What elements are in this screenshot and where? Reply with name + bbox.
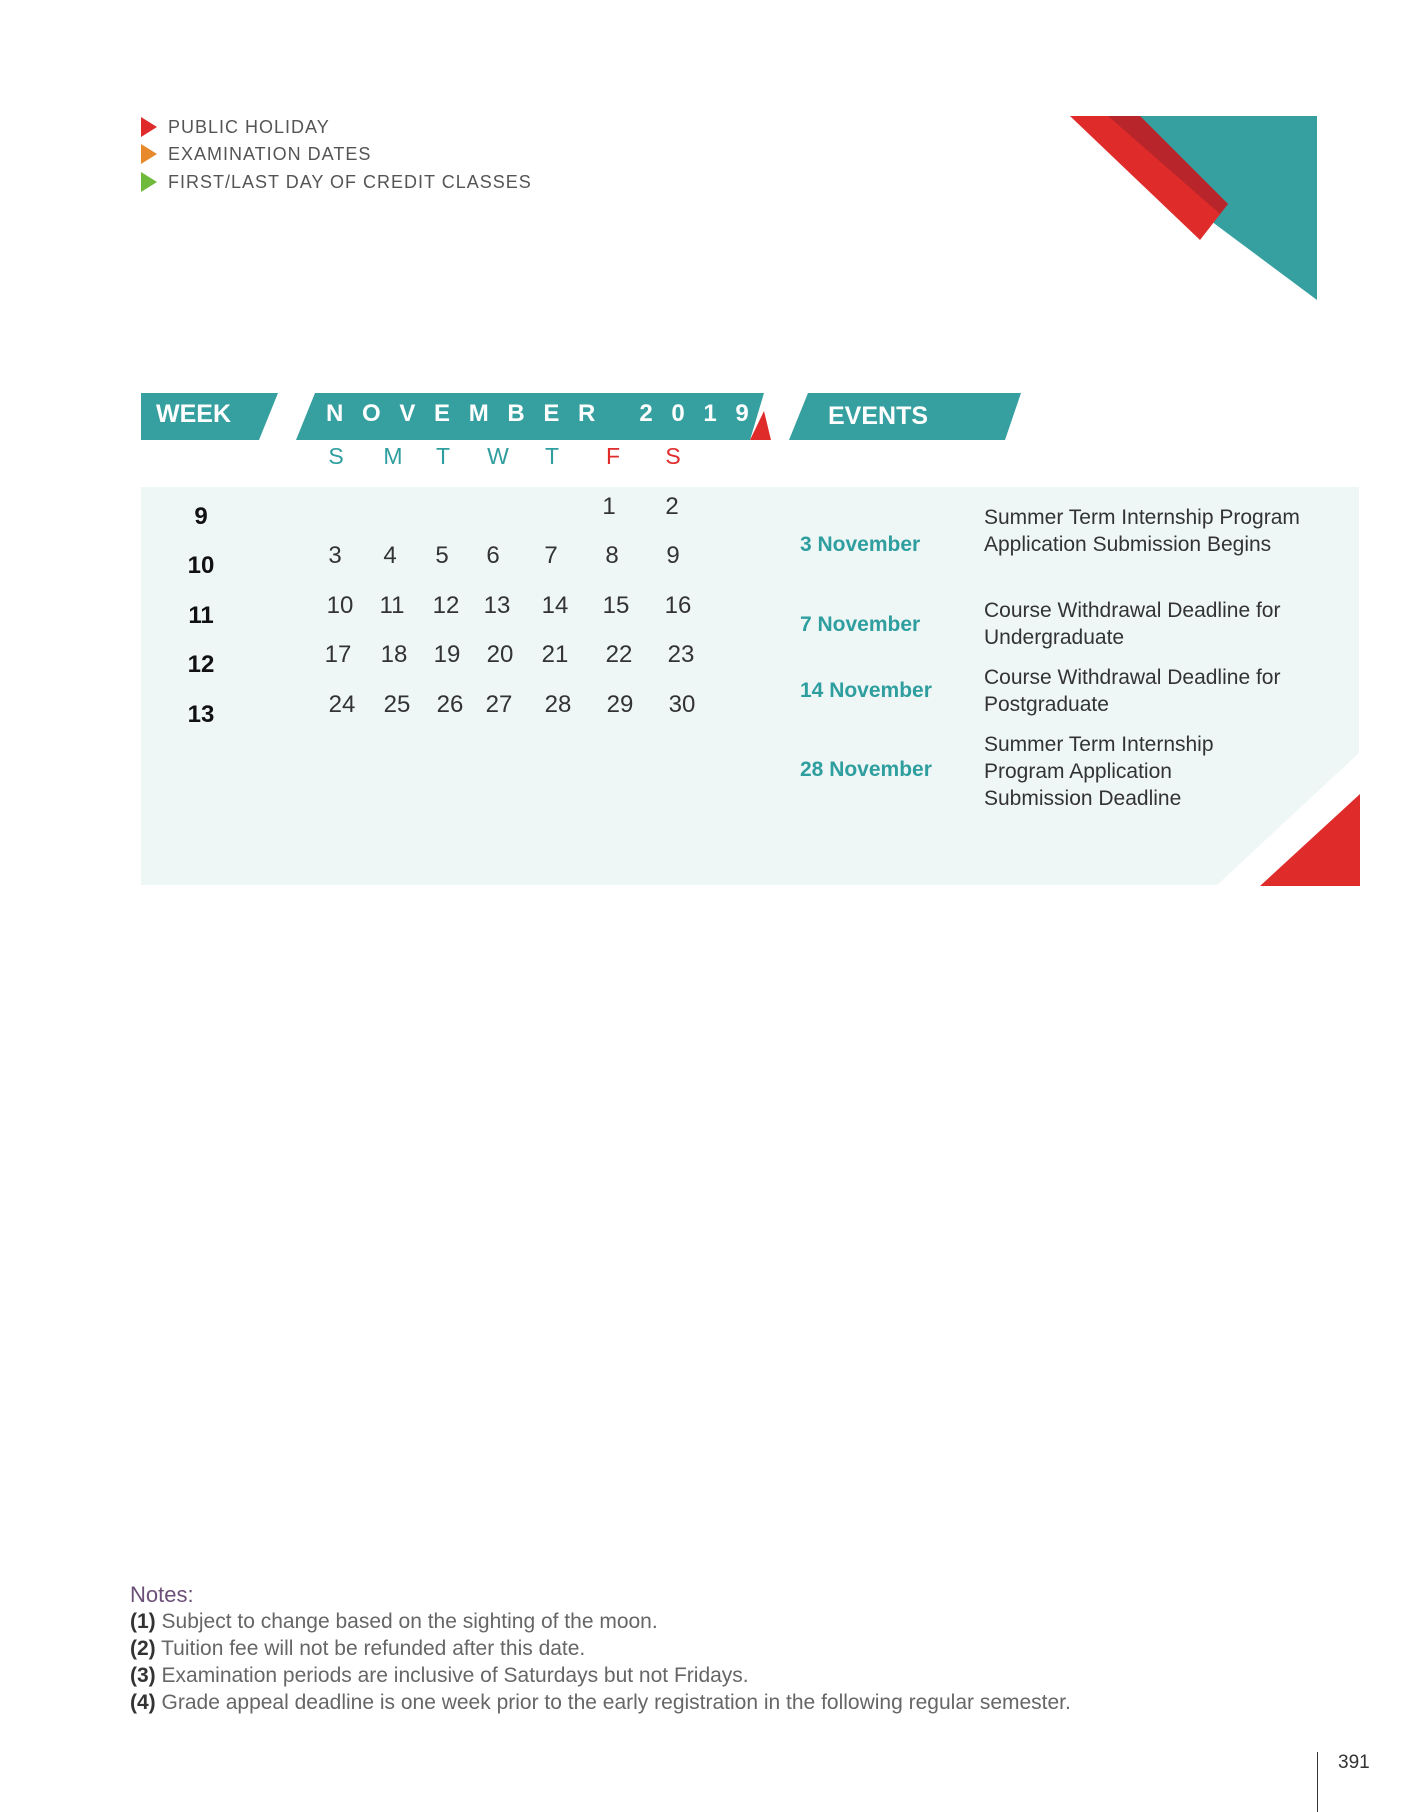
note-text: Grade appeal deadline is one week prior to the early registration in the following regular semester. [155, 1691, 1071, 1714]
legend-label: EXAMINATION DATES [168, 143, 372, 164]
calendar-date: 24 [328, 691, 356, 718]
day-header-sun: S [328, 443, 344, 469]
calendar-date: 10 [326, 592, 354, 619]
calendar-date: 17 [324, 641, 352, 668]
legend-item-credit-classes [141, 171, 532, 193]
calendar-date: 12 [432, 592, 460, 619]
calendar-date: 20 [486, 641, 514, 668]
note-number: (2) [130, 1637, 156, 1660]
day-header-sat: S [665, 443, 681, 469]
day-header-thu: T [544, 443, 560, 469]
event-description: Summer Term Internship Program Application Submission Begins [984, 506, 1300, 556]
calendar-date: 9 [666, 542, 680, 569]
event-date: 7 November [800, 613, 921, 636]
note-number: (3) [130, 1664, 156, 1687]
month-header: N O V E M B E R 2 0 1 9 [326, 400, 755, 427]
day-header-mon: M [383, 443, 403, 469]
calendar-date: 6 [486, 542, 500, 569]
week-header: WEEK [156, 400, 231, 428]
legend-label: FIRST/LAST DAY OF CREDIT CLASSES [168, 171, 532, 192]
calendar-date: 30 [668, 691, 696, 718]
calendar-date: 11 [379, 592, 405, 619]
calendar-date: 23 [667, 641, 695, 668]
page-number-divider [1317, 1752, 1318, 1812]
calendar-date: 15 [602, 592, 630, 619]
calendar-date: 8 [605, 542, 619, 569]
calendar-date: 5 [435, 542, 449, 569]
calendar-date: 2 [665, 493, 679, 520]
calendar-date: 18 [380, 641, 408, 668]
day-header-tue: T [435, 443, 451, 469]
event-description: Summer Term Internship Program Application Submission Deadline [984, 733, 1214, 810]
week-number: 10 [187, 552, 215, 579]
note-item [130, 1691, 1071, 1715]
calendar-date: 1 [602, 493, 616, 520]
calendar-date: 22 [605, 641, 633, 668]
event-date: 28 November [800, 758, 932, 781]
calendar-date: 25 [383, 691, 411, 718]
note-text: Examination periods are inclusive of Saturdays but not Fridays. [155, 1664, 749, 1687]
legend-item-public-holiday [141, 116, 330, 138]
week-number: 12 [187, 651, 215, 678]
note-item [130, 1637, 585, 1661]
note-number: (1) [130, 1610, 156, 1633]
calendar-date: 14 [541, 592, 569, 619]
calendar-date: 26 [436, 691, 464, 718]
week-number: 13 [187, 701, 215, 728]
calendar-date: 27 [485, 691, 513, 718]
week-number: 9 [194, 503, 208, 530]
day-header-fri: F [605, 443, 621, 469]
calendar-date: 13 [483, 592, 511, 619]
calendar-date: 21 [541, 641, 569, 668]
page-number: 391 [1338, 1752, 1370, 1773]
legend-item-examination-dates [141, 143, 371, 165]
event-description: Course Withdrawal Deadline for Postgraduate [984, 666, 1281, 716]
orange-triangle-icon [141, 144, 157, 164]
event-date: 14 November [800, 679, 932, 702]
corner-decoration [1070, 112, 1322, 304]
calendar-date: 3 [328, 542, 342, 569]
calendar-date: 19 [433, 641, 461, 668]
event-description: Course Withdrawal Deadline for Undergraduate [984, 599, 1281, 649]
note-text: Tuition fee will not be refunded after this date. [155, 1637, 586, 1660]
week-number: 11 [188, 602, 214, 629]
calendar-date: 29 [606, 691, 634, 718]
calendar-date: 16 [664, 592, 692, 619]
note-item [130, 1664, 749, 1688]
events-header: EVENTS [828, 402, 929, 430]
event-date: 3 November [800, 533, 921, 556]
calendar-date: 7 [544, 542, 558, 569]
green-triangle-icon [141, 172, 157, 192]
notes-title: Notes: [130, 1582, 194, 1607]
calendar-date: 4 [383, 542, 397, 569]
note-text: Subject to change based on the sighting of the moon. [155, 1610, 658, 1633]
calendar-date: 28 [544, 691, 572, 718]
day-header-wed: W [487, 443, 509, 469]
note-item [130, 1610, 658, 1634]
note-number: (4) [130, 1691, 156, 1714]
red-triangle-icon [141, 117, 157, 137]
legend-label: PUBLIC HOLIDAY [168, 116, 330, 137]
